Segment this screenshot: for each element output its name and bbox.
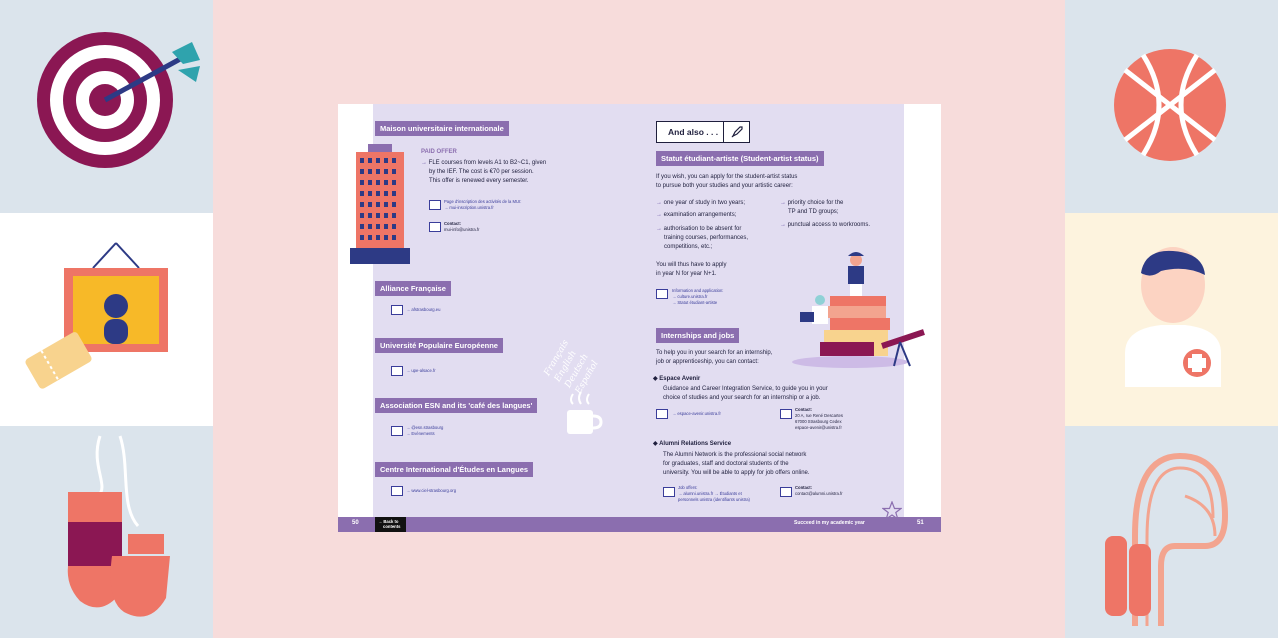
intestine-icon: [1065, 426, 1278, 638]
maison-body-3: This offer is renewed every semester.: [429, 178, 529, 184]
right-page-number: 51: [917, 520, 924, 526]
left-page-number: 50: [352, 520, 359, 526]
back-label-1: → Back to: [378, 519, 399, 524]
contact-icon: [780, 487, 792, 497]
statut-intro-2: to pursue both your studies and your artistic career:: [656, 183, 793, 189]
espace-avenir-link[interactable]: → espace-avenir.unistra.fr: [672, 411, 721, 416]
statut-bullet-2: → examination arrangements;: [656, 212, 737, 218]
espace-avenir-body-1: Guidance and Career Integration Service, to guide you in your: [663, 386, 828, 392]
back-to-contents-button[interactable]: [375, 517, 406, 532]
paid-offer-label: PAID OFFER: [421, 149, 457, 155]
esn-link-1[interactable]: → @esn.strasbourg: [406, 425, 444, 430]
espace-avenir-contact-3[interactable]: espace-avenir@unistra.fr: [795, 425, 842, 430]
upe-header: Université Populaire Européenne: [375, 338, 503, 353]
and-also-box: [656, 121, 750, 143]
rocket-icon: [730, 125, 744, 139]
target-dart-icon: [0, 0, 213, 213]
framed-portrait-icon: [0, 213, 213, 426]
left-mid-panel: [0, 213, 213, 426]
alliance-header: Alliance Française: [375, 281, 451, 296]
espace-avenir-body-2: choice of studies and your search for an internship or a job.: [663, 395, 821, 401]
and-also-label: And also . . .: [668, 127, 719, 137]
students-books-illustration: [790, 248, 930, 378]
statut-apply-2: in year N for year N+1.: [656, 271, 717, 277]
contact-icon: [780, 409, 792, 419]
footer-section-title: Succeed in my academic year: [794, 520, 865, 526]
internships-header: Internships and jobs: [656, 328, 739, 343]
statut-info-link-2[interactable]: → Statut étudiant-artiste: [672, 300, 718, 305]
link-icon: [663, 487, 675, 497]
coffee-cup-icon: [563, 390, 603, 438]
link-icon: [656, 409, 668, 419]
basketball-icon: [1065, 0, 1278, 213]
upe-link[interactable]: → upe-alsace.fr: [406, 368, 436, 373]
alumni-link-label: Job offers:: [678, 485, 698, 490]
espace-avenir-title: ◆ Espace Avenir: [653, 376, 701, 382]
statut-bullet-4a: → priority choice for the: [780, 200, 844, 206]
maison-contact-email[interactable]: mui-info@unistra.fr: [444, 227, 480, 232]
alumni-body-2: for graduates, staff and doctoral students of the: [663, 461, 789, 467]
languages-handwriting: Français English Deutsch Español: [542, 338, 601, 396]
alumni-link-1[interactable]: → alumni.unistra.fr → Étudiants et: [678, 491, 742, 496]
alumni-contact-label: Contact:: [795, 485, 812, 490]
statut-header: Statut étudiant-artiste (Student-artist status): [656, 151, 824, 166]
alumni-link-2[interactable]: personnels unistra (identifiants unistra): [678, 497, 750, 502]
link-icon: [391, 305, 403, 315]
espace-avenir-contact-label: Contact:: [795, 407, 812, 412]
espace-avenir-contact-1: 20 A, rue René Descartes: [795, 413, 843, 418]
right-top-panel: [1065, 0, 1278, 213]
alumni-body-3: university. You will be able to apply for job offers online.: [663, 470, 810, 476]
contact-icon: [429, 222, 441, 232]
maison-link-label: Page d'inscription des activités de la MUI:: [444, 199, 522, 204]
right-mid-panel: [1065, 213, 1278, 426]
back-label-2: contents: [383, 524, 401, 529]
doctor-icon: [1065, 213, 1278, 426]
statut-bullet-3c: competitions, etc.;: [664, 244, 713, 250]
statut-apply-1: You will thus have to apply: [656, 262, 727, 268]
alumni-contact[interactable]: contact@alumni.unistra.fr: [795, 491, 843, 496]
statut-intro-1: If you wish, you can apply for the student-artist status: [656, 174, 798, 180]
internships-intro-2: job or apprenticeship, you can contact:: [656, 359, 759, 365]
alliance-link[interactable]: → afstrasbourg.eu: [406, 307, 441, 312]
statut-bullet-3a: → authorisation to be absent for: [656, 226, 742, 232]
statut-bullet-3b: training courses, performances,: [664, 235, 749, 241]
maison-contact-label: Contact:: [444, 221, 461, 226]
link-icon: [429, 200, 441, 210]
link-icon: [391, 486, 403, 496]
statut-info-link-1[interactable]: → culture.unistra.fr: [672, 294, 708, 299]
cie-header: Centre International d'Études en Langues: [375, 462, 533, 477]
maison-body-1: → FLE courses from levels A1 to B2~C1, given: [421, 160, 547, 166]
maison-header: Maison universitaire internationale: [375, 121, 509, 136]
statut-bullet-4b: TP and TD groups;: [788, 209, 839, 215]
link-icon: [391, 366, 403, 376]
cie-link[interactable]: → www.ciel-strasbourg.org: [406, 488, 457, 493]
statut-info-label: Information and application:: [672, 288, 724, 293]
left-bot-panel: [0, 426, 213, 638]
espace-avenir-contact-2: 67000 Strasbourg Cedex: [795, 419, 842, 424]
maison-body-2: by the IEF. The cost is €70 per session.: [429, 169, 534, 175]
statut-bullet-5: → punctual access to workrooms.: [780, 222, 871, 228]
esn-link-2[interactable]: → Evènements: [406, 431, 435, 436]
alumni-title: ◆ Alumni Relations Service: [653, 441, 732, 447]
internships-intro-1: To help you in your search for an internship,: [656, 350, 773, 356]
esn-header: Association ESN and its 'café des langues': [375, 398, 537, 413]
statut-bullet-1: → one year of study in two years;: [656, 200, 746, 206]
boxing-gloves-icon: [0, 426, 213, 638]
link-icon: [656, 289, 668, 299]
building-illustration: [350, 144, 410, 264]
alumni-body-1: The Alumni Network is the professional social network: [663, 452, 807, 458]
maison-link-url[interactable]: → mui-inscription.unistra.fr: [444, 205, 494, 210]
left-top-panel: [0, 0, 213, 213]
link-icon: [391, 426, 403, 436]
right-bot-panel: [1065, 426, 1278, 638]
